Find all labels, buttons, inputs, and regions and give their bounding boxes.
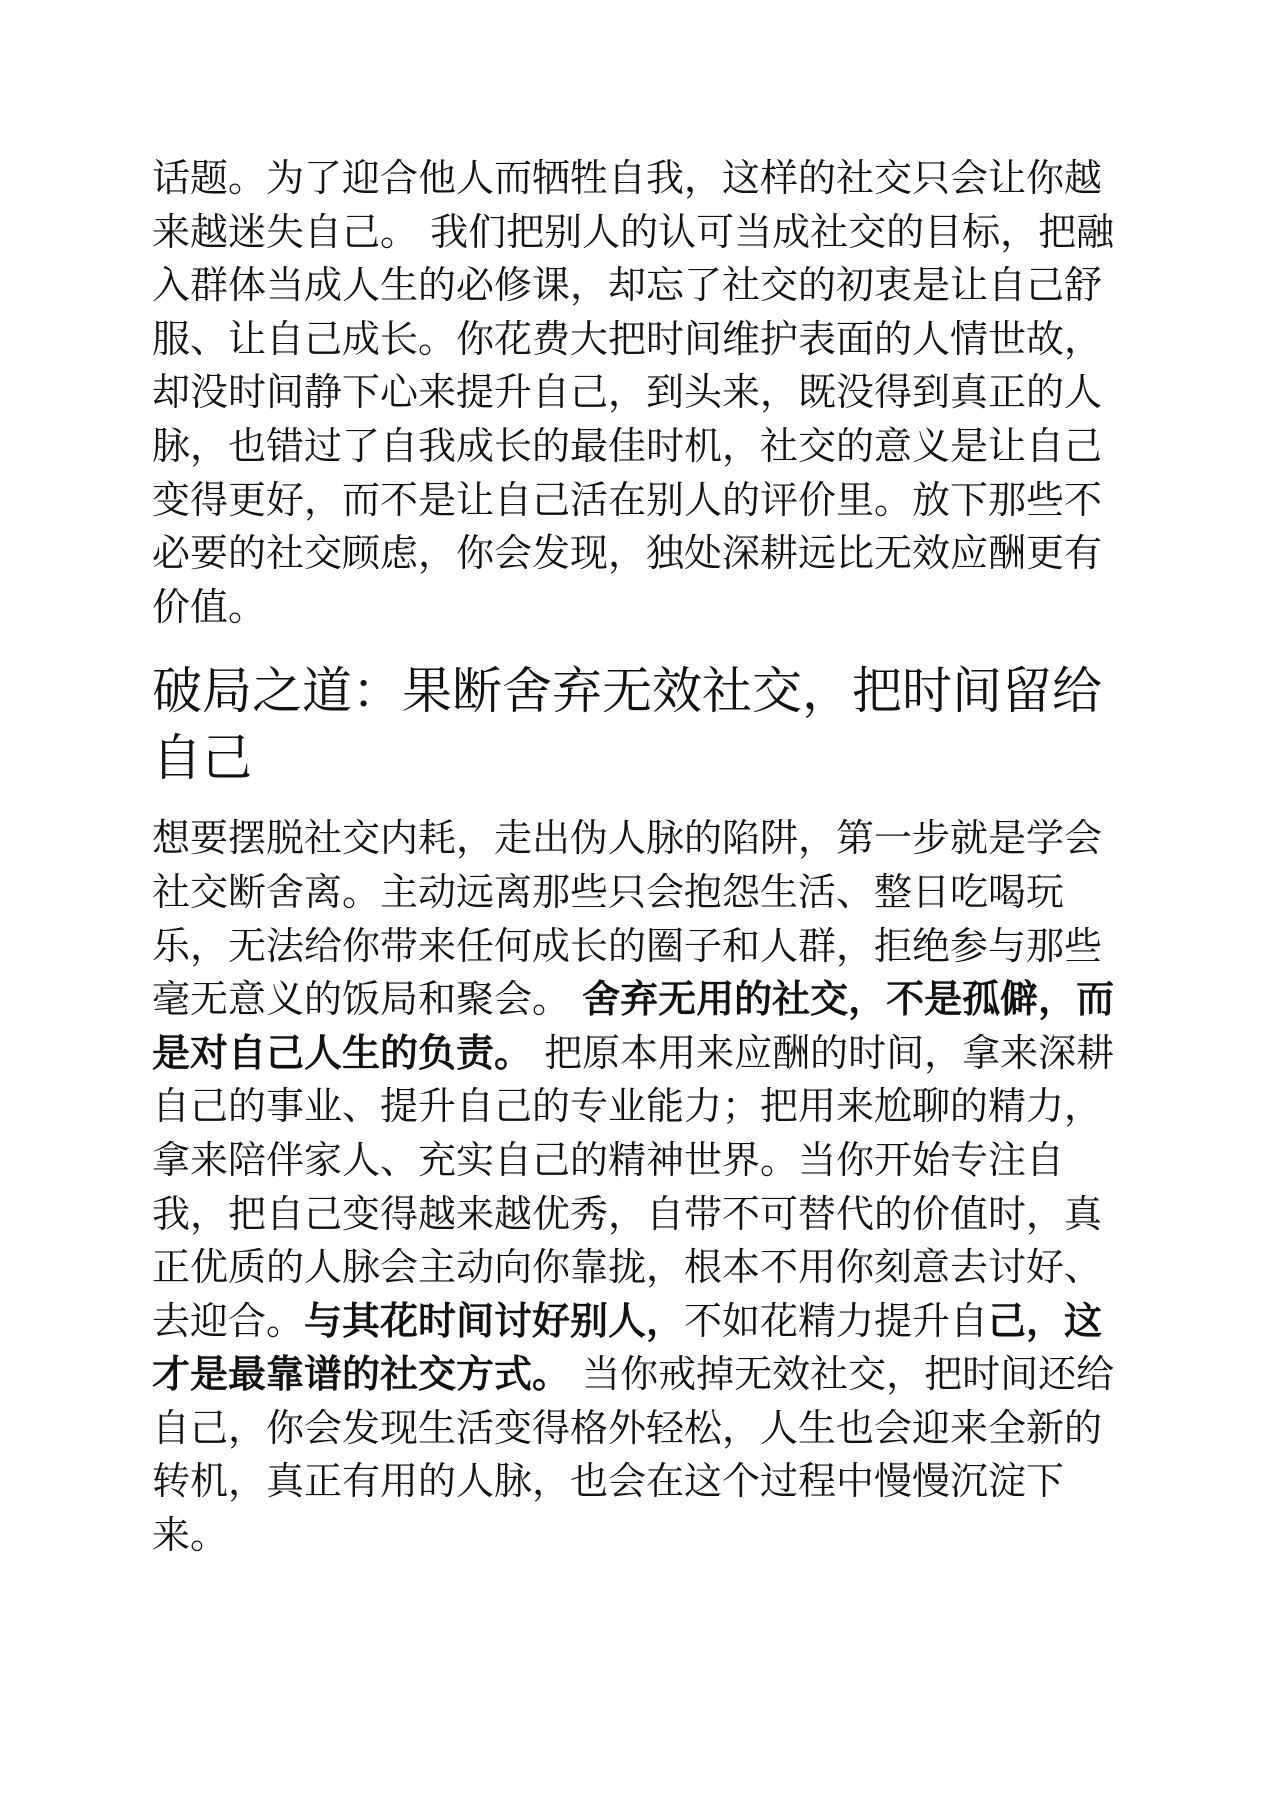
paragraph-2-text-1: 想要摆脱社交内耗，走出伪人脉的陷阱，第一步就是学会社交断舍离。主动远离那些只会抱怨生活、整日吃喝玩乐，无法给你带来任何成长的圈子和人群，拒绝参与那些毫无意义的饭局和聚会。 <box>152 816 1103 1022</box>
paragraph-2-bold-2: 与其花时间讨好别人， <box>304 1298 685 1343</box>
body-paragraph-1: 话题。为了迎合他人而牺牲自我，这样的社交只会让你越来越迷失自己。 我们把别人的认可当成社交的目标，把融入群体当成人生的必修课，却忘了社交的初衷是让自己舒服、让自己成长。你花费大把时间维护表面的人情世故，却没时间静下心来提升自己，到头来，既没得到真正的人脉，也错过了自我成长的最佳时机，社交的意义是让自己变得更好，而不是让自己活在别人的评价里。放下那些不必要的社交顾虑，你会发现，独处深耕远比无效应酬更有价值。 <box>152 156 1115 629</box>
document-page <box>152 152 1127 1563</box>
section-heading: 破局之道：果断舍弃无效社交，把时间留给自己 <box>152 662 1102 788</box>
body-paragraph-2 <box>152 812 1127 1562</box>
paragraph-2-text-2: 把原本用来应酬的时间，拿来深耕自己的事业、提升自己的专业能力；把用来尬聊的精力，拿来陪伴家人、充实自己的精神世界。当你开始专注自我，把自己变得越来越优秀，自带不可替代的价值时，真正优质的人脉会主动向你靠拢，根本不用你刻意去讨好、去迎合。 <box>152 1030 1115 1343</box>
paragraph-2-text-3: 不如花精力提升自 <box>684 1298 989 1343</box>
paragraph-2-text-4: 当你戒掉无效社交，把时间还给自己，你会发现生活变得格外轻松，人生也会迎来全新的转机，真正有用的人脉，也会在这个过程中慢慢沉淀下来。 <box>152 1352 1115 1558</box>
paragraph-2-bold-1: 舍弃无用的社交，不是孤僻，而是对自己人生的负责。 <box>152 977 1115 1075</box>
paragraph-2-bold-3: 己，这才是最靠谱的社交方式。 <box>152 1298 1103 1397</box>
